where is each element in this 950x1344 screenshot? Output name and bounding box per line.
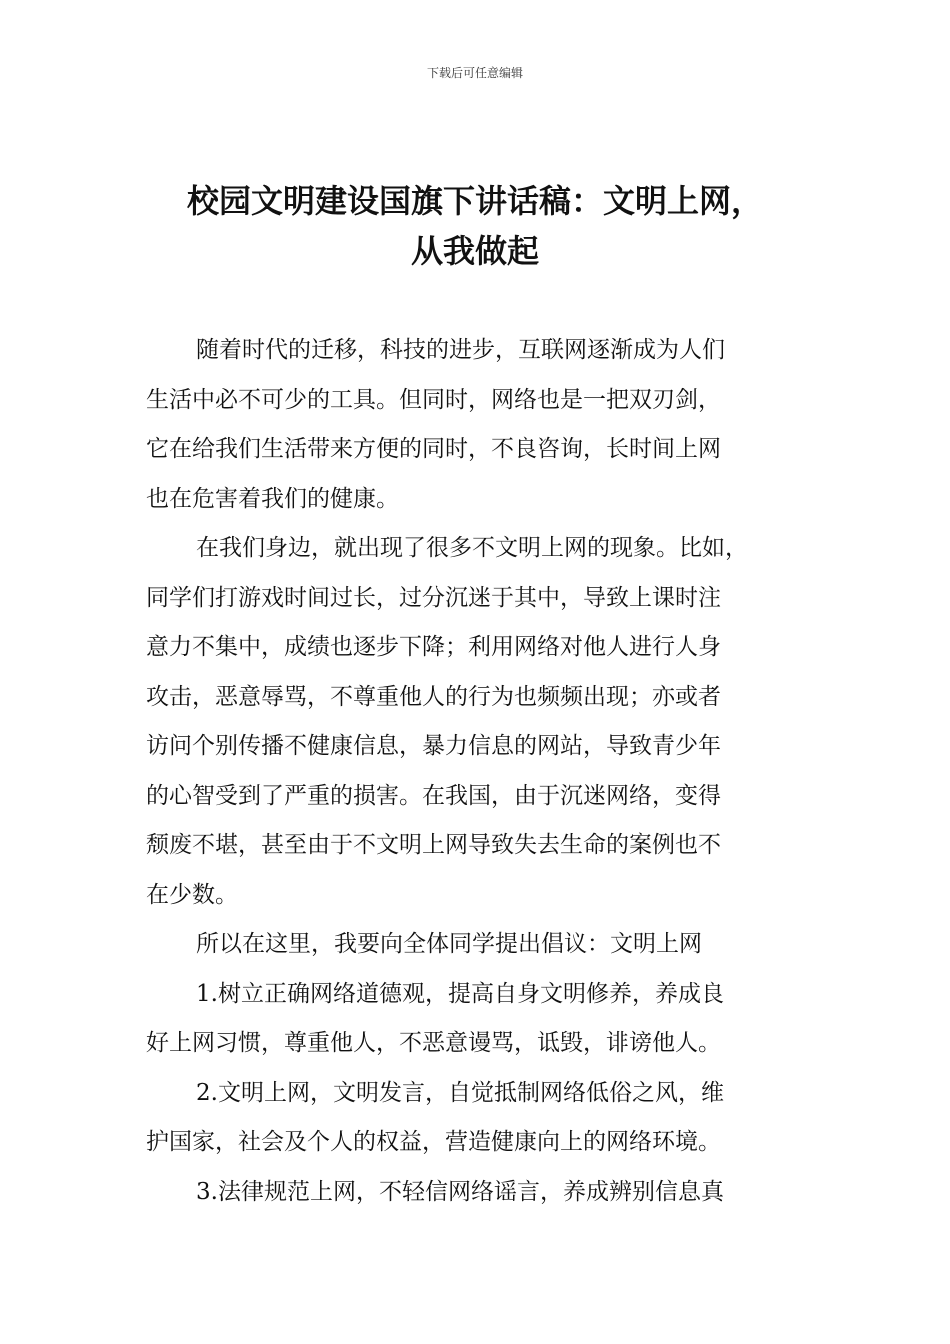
paragraph-line: 也在危害着我们的健康。 [146, 485, 399, 512]
header-note: 下载后可任意编辑 [426, 66, 523, 80]
paragraph-line: 随着时代的迁移，科技的进步，互联网逐渐成为人们 [196, 337, 725, 363]
paragraph-line: 1.树立正确网络道德观，提高自身文明修养，养成良 [196, 980, 724, 1007]
list-item [146, 970, 814, 1069]
paragraph-line: 同学们打游戏时间过长，过分沉迷于其中，导致上课时注 [146, 584, 721, 611]
paragraph-line: 的心智受到了严重的损害。在我国，由于沉迷网络，变得 [146, 782, 721, 809]
paragraph-line: 访问个别传播不健康信息，暴力信息的网站，导致青少年 [146, 733, 721, 759]
paragraph-line: 颓废不堪，甚至由于不文明上网导致失去生命的案例也不 [146, 832, 721, 858]
document-body [146, 326, 814, 1217]
list-item [146, 1168, 814, 1218]
paragraph [146, 326, 814, 524]
paragraph-line: 它在给我们生活带来方便的同时，不良咨询，长时间上网 [146, 436, 721, 462]
paragraph-line: 生活中必不可少的工具。但同时，网络也是一把双刃剑， [146, 386, 721, 413]
paragraph-line: 好上网习惯，尊重他人，不恶意谩骂，诋毁，诽谤他人。 [146, 1030, 721, 1056]
document-title [120, 176, 830, 276]
paragraph-line: 在少数。 [146, 881, 238, 908]
paragraph [146, 524, 814, 920]
paragraph-line: 在我们身边，就出现了很多不文明上网的现象。比如， [196, 535, 748, 561]
paragraph [146, 920, 814, 970]
list-item [146, 1069, 814, 1168]
title-line: 校园文明建设国旗下讲话稿：文明上网， [186, 182, 763, 220]
paragraph-line: 所以在这里，我要向全体同学提出倡议：文明上网 [196, 931, 702, 957]
paragraph-line: 2.文明上网，文明发言，自觉抵制网络低俗之风，维 [196, 1079, 724, 1106]
title-line: 从我做起 [410, 232, 539, 270]
paragraph-line: 攻击，恶意辱骂，不尊重他人的行为也频频出现；亦或者 [146, 683, 721, 710]
paragraph-line: 护国家，社会及个人的权益，营造健康向上的网络环境。 [146, 1129, 721, 1155]
paragraph-line: 意力不集中，成绩也逐步下降；利用网络对他人进行人身 [146, 634, 721, 660]
paragraph-line: 3.法律规范上网，不轻信网络谣言，养成辨别信息真 [196, 1178, 724, 1205]
